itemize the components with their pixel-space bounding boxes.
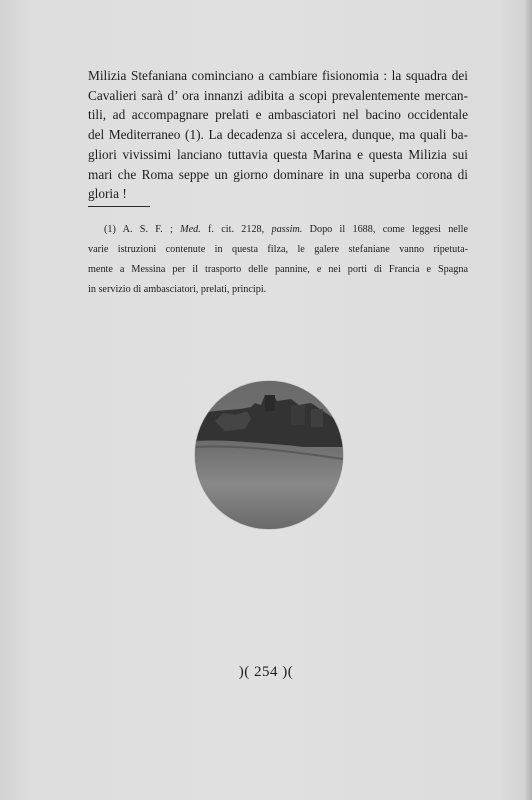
footnote-separator: [88, 206, 150, 207]
page-number: )( 254 )(: [238, 664, 294, 680]
paragraph-line: Milizia Stefaniana cominciano a cambiare fisionomia : la squadra dei: [88, 68, 468, 83]
footnote-passim-italic: passim.: [271, 224, 303, 235]
footnote-line: in servizio di ambasciatori, prelati, principi.: [88, 284, 267, 295]
circular-photo-vignette: [195, 381, 343, 529]
fortress-over-water-image: [195, 381, 343, 529]
footnote-text: Dopo il 1688, come leggesi nelle: [302, 224, 468, 235]
footnote-citation: f. cit. 2128,: [200, 224, 272, 235]
paragraph-line: del Mediterraneo (1). La decadenza si accelera, dunque, ma quali ba-: [88, 127, 468, 143]
paragraph-line: gliori vivissimi lanciano tuttavia questa Marina e questa Milizia sui: [88, 146, 468, 162]
paragraph-line: tili, ad accompagnare prelati e ambasciatori nel bacino occidentale: [88, 107, 468, 123]
paragraph-line: Cavalieri sarà d’ ora innanzi adibita a scopi prevalentemente mercan-: [88, 87, 468, 103]
footnote: [88, 220, 468, 300]
footnote-line: varie istruzioni contenute in questa filza, le galere stefaniane vanno ripetuta-: [88, 244, 468, 255]
footnote-source-italic: Med.: [180, 224, 201, 235]
main-paragraph: [88, 66, 468, 204]
footnote-line: [88, 220, 468, 240]
footnote-line: mente a Messina per il trasporto delle pannine, e nei porti di Francia e Spagna: [88, 264, 468, 275]
paragraph-line: gloria !: [88, 186, 127, 202]
footnote-ref: (1) A. S. F. ;: [104, 224, 181, 235]
paragraph-line: mari che Roma seppe un giorno dominare in una superba corona di: [88, 166, 468, 182]
